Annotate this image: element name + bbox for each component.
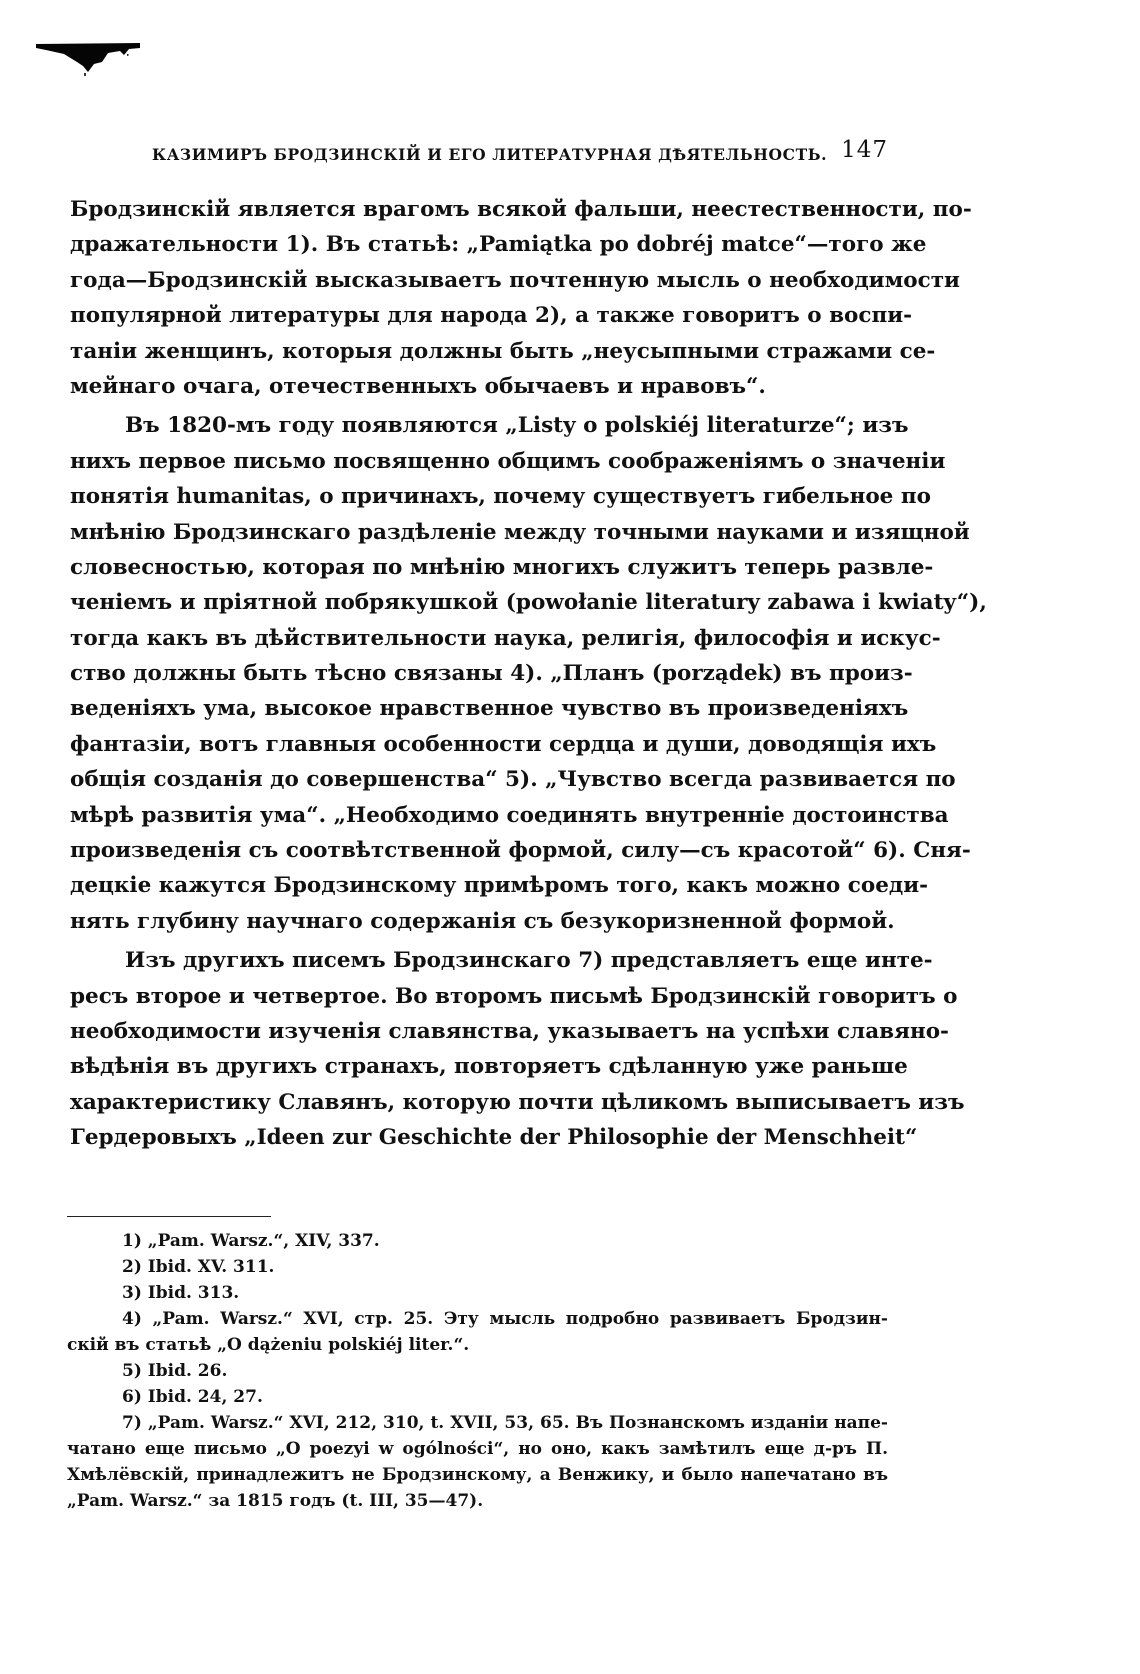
footnote-2: 2) Ibid. XV. 311.: [122, 1257, 275, 1277]
text-line: таніи женщинъ, которыя должны быть „неусыпными стражами се-: [70, 338, 936, 364]
page-number: 147: [841, 137, 888, 163]
running-head: [152, 137, 888, 177]
footnote-5: 5) Ibid. 26.: [122, 1361, 228, 1381]
text-line: ство должны быть тѣсно связаны 4). „Планъ (porządek) въ произ-: [70, 661, 913, 687]
footnote-7-continuation: чатано еще письмо „O poezyi w ogólności“, но оно, какъ замѣтилъ еще д-ръ П.: [67, 1439, 888, 1459]
text-line: характеристику Славянъ, которую почти цѣликомъ выписываетъ изъ: [70, 1089, 965, 1115]
footnote-1: 1) „Pam. Warsz.“, XIV, 337.: [122, 1231, 380, 1251]
text-line: Гердеровыхъ „Ideen zur Geschichte der Philosophie der Menschheit“: [70, 1125, 918, 1151]
text-line: нять глубину научнаго содержанія съ безукоризненной формой.: [70, 908, 895, 934]
text-line: ченіемъ и пріятной побрякушкой (powołanie literatury zabawa i kwiaty“),: [70, 590, 987, 616]
footnote-7: 7) „Pam. Warsz.“ XVI, 212, 310, t. XVII, 53, 65. Въ Познанскомъ изданіи напе-: [122, 1413, 888, 1433]
footnote-7-continuation: Хмѣлёвскій, принадлежитъ не Бродзинскому, а Венжику, и было напечатано въ: [67, 1465, 888, 1485]
text-line: мейнаго очага, отечественныхъ обычаевъ и нравовъ“.: [70, 373, 766, 399]
footnotes: [67, 1228, 888, 1514]
text-line: общія созданія до совершенства“ 5). „Чувство всегда развивается по: [70, 767, 956, 793]
footnote-3: 3) Ibid. 313.: [122, 1283, 240, 1303]
footnote-6: 6) Ibid. 24, 27.: [122, 1387, 263, 1407]
text-line: нихъ первое письмо посвященно общимъ соображеніямъ о значеніи: [70, 448, 946, 474]
text-line: популярной литературы для народа 2), а также говоритъ о воспи-: [70, 303, 913, 329]
text-line: фантазіи, вотъ главныя особенности сердца и души, доводящія ихъ: [70, 731, 937, 757]
footnote-4-continuation: скій въ статьѣ „O dążeniu polskiéj liter.“.: [67, 1335, 470, 1355]
text-line: веденіяхъ ума, высокое нравственное чувство въ произведеніяхъ: [70, 696, 909, 722]
text-line: словесностью, которая по мнѣнію многихъ служитъ теперь развле-: [70, 554, 934, 580]
footnote-7-continuation: „Pam. Warsz.“ за 1815 годъ (t. III, 35—47).: [67, 1491, 484, 1511]
text-line: мнѣнію Бродзинскаго раздѣленіе между точными науками и изящной: [70, 519, 970, 545]
text-line: года—Бродзинскій высказываетъ почтенную мысль о необходимости: [70, 267, 961, 293]
footnote-divider: [67, 1216, 271, 1217]
text-line: децкіе кажутся Бродзинскому примѣромъ того, какъ можно соеди-: [70, 873, 929, 899]
text-line: дражательности 1). Въ статьѣ: „Pamiątka po dobréj matce“—того же: [70, 232, 927, 258]
text-line: тогда какъ въ дѣйствительности наука, религія, философія и искус-: [70, 625, 941, 651]
text-line: Бродзинскій является врагомъ всякой фальши, неестественности, по-: [70, 197, 972, 222]
text-line: понятія humanitas, о причинахъ, почему существуетъ гибельное по: [70, 484, 931, 510]
scan-artifact-mark: [36, 40, 141, 80]
text-line: необходимости изученія славянства, указываетъ на успѣхи славяно-: [70, 1018, 949, 1044]
text-line: Изъ другихъ писемъ Бродзинскаго 7) представляетъ еще инте-: [125, 948, 933, 974]
text-line: ресъ второе и четвертое. Во второмъ письмѣ Бродзинскій говоритъ о: [70, 983, 958, 1009]
text-line: Въ 1820-мъ году появляются „Listy o polskiéj literaturze“; изъ: [125, 413, 909, 439]
footnote-4: 4) „Pam. Warsz.“ XVI, стр. 25. Эту мысль подробно развиваетъ Бродзин-: [122, 1309, 888, 1329]
running-title: КАЗИМИРЪ БРОДЗИНСКІЙ И ЕГО ЛИТЕРАТУРНАЯ ДѢЯТЕЛЬНОСТЬ.: [152, 145, 828, 164]
text-line: мѣрѣ развитія ума“. „Необходимо соединять внутренніе достоинства: [70, 802, 949, 828]
text-line: вѣдѣнія въ другихъ странахъ, повторяетъ сдѣланную уже раньше: [70, 1054, 908, 1080]
text-line: произведенія съ соотвѣтственной формой, силу—съ красотой“ 6). Сня-: [70, 838, 971, 864]
body-text: [70, 192, 987, 1156]
